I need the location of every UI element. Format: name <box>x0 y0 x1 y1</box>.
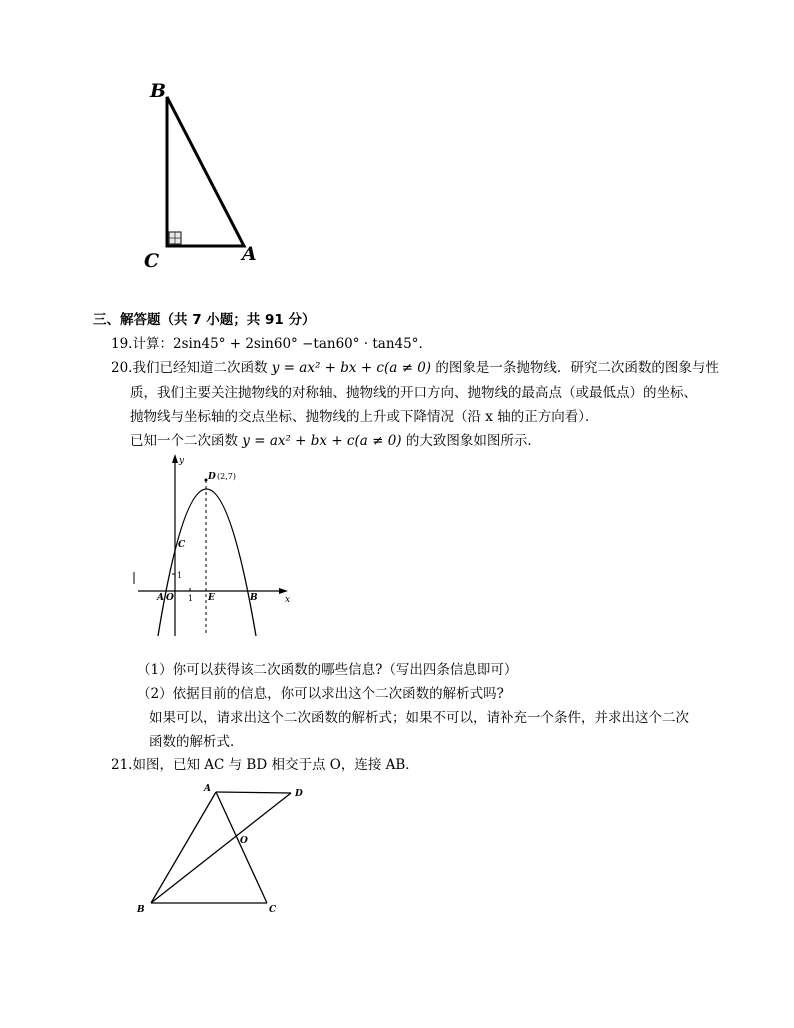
q20-formula: y = ax² + bx + c(a ≠ 0) <box>271 360 432 376</box>
fig21-label-B: B <box>137 905 145 915</box>
fig21-label-A: A <box>204 784 211 794</box>
q20-line3: 抛物线与坐标轴的交点坐标、抛物线的上升或下降情况（沿 x 轴的正方向看）． <box>130 409 599 425</box>
graph-label-x: x <box>285 595 291 605</box>
q20-line4-post: 的大致图象如图所示． <box>405 433 541 449</box>
graph-label-1-y: 1 <box>177 571 183 580</box>
fig21-label-C: C <box>269 905 277 915</box>
intersecting-lines-figure <box>130 780 310 920</box>
q20-line4 <box>130 431 541 451</box>
q20-sub2-line2: 如果可以，请求出这个二次函数的解析式；如果不可以，请补充一个条件，并求出这个二次 <box>149 710 689 726</box>
q20-sub2: （2）依据目前的信息，你可以求出这个二次函数的解析式吗? <box>137 686 504 702</box>
q20-line2: 质，我们主要关注抛物线的对称轴、抛物线的开口方向、抛物线的最高点（或最低点）的坐标、 <box>130 385 697 401</box>
graph-label-D-coord: (2,7) <box>217 472 236 481</box>
graph-label-O: O <box>166 593 174 603</box>
q21-number: 21. <box>111 757 133 773</box>
label-A: A <box>242 243 257 265</box>
parabola-graph <box>130 450 300 640</box>
graph-label-A: A <box>157 593 164 603</box>
section-header: 三、解答题（共 7 小题；共 91 分） <box>93 312 316 328</box>
segment-AC <box>216 792 267 903</box>
question-21 <box>111 755 419 775</box>
q20-line1-pre: 我们已经知道二次函数 <box>132 360 268 376</box>
question-19 <box>111 334 432 354</box>
fig21-label-D: D <box>295 789 303 799</box>
segment-AD <box>216 792 291 793</box>
q19-number: 19. <box>111 336 133 352</box>
graph-label-E: E <box>208 593 215 603</box>
label-C: C <box>144 250 160 272</box>
y-axis-arrow <box>172 454 178 463</box>
parabola-curve <box>158 489 256 636</box>
graph-label-D: D <box>208 472 216 482</box>
q20-line4-pre: 已知一个二次函数 <box>130 433 238 449</box>
q21-text: 如图，已知 AC 与 BD 相交于点 O，连接 AB． <box>132 757 419 773</box>
question-20-line1 <box>111 358 719 378</box>
label-B: B <box>150 80 167 102</box>
q20-line4-formula: y = ax² + bx + c(a ≠ 0) <box>242 433 402 449</box>
right-triangle-figure <box>140 75 270 275</box>
triangle-shape <box>167 97 244 246</box>
fig21-label-O: O <box>240 836 248 846</box>
graph-label-y: y <box>179 456 185 466</box>
graph-label-B: B <box>250 593 258 603</box>
segment-BD <box>151 793 291 903</box>
q19-text: 计算：2sin45° + 2sin60° −tan60° · tan45°． <box>132 336 432 352</box>
segment-AB <box>151 792 216 903</box>
graph-label-C: C <box>178 540 186 550</box>
q20-sub2-line3: 函数的解析式． <box>149 734 244 750</box>
x-axis-arrow <box>279 588 288 594</box>
q20-sub1: （1）你可以获得该二次函数的哪些信息?（写出四条信息即可） <box>137 662 518 678</box>
q20-number: 20. <box>111 360 133 376</box>
q20-line1-post: 的图象是一条抛物线．研究二次函数的图象与性 <box>435 360 719 376</box>
graph-label-1-x: 1 <box>188 594 194 603</box>
